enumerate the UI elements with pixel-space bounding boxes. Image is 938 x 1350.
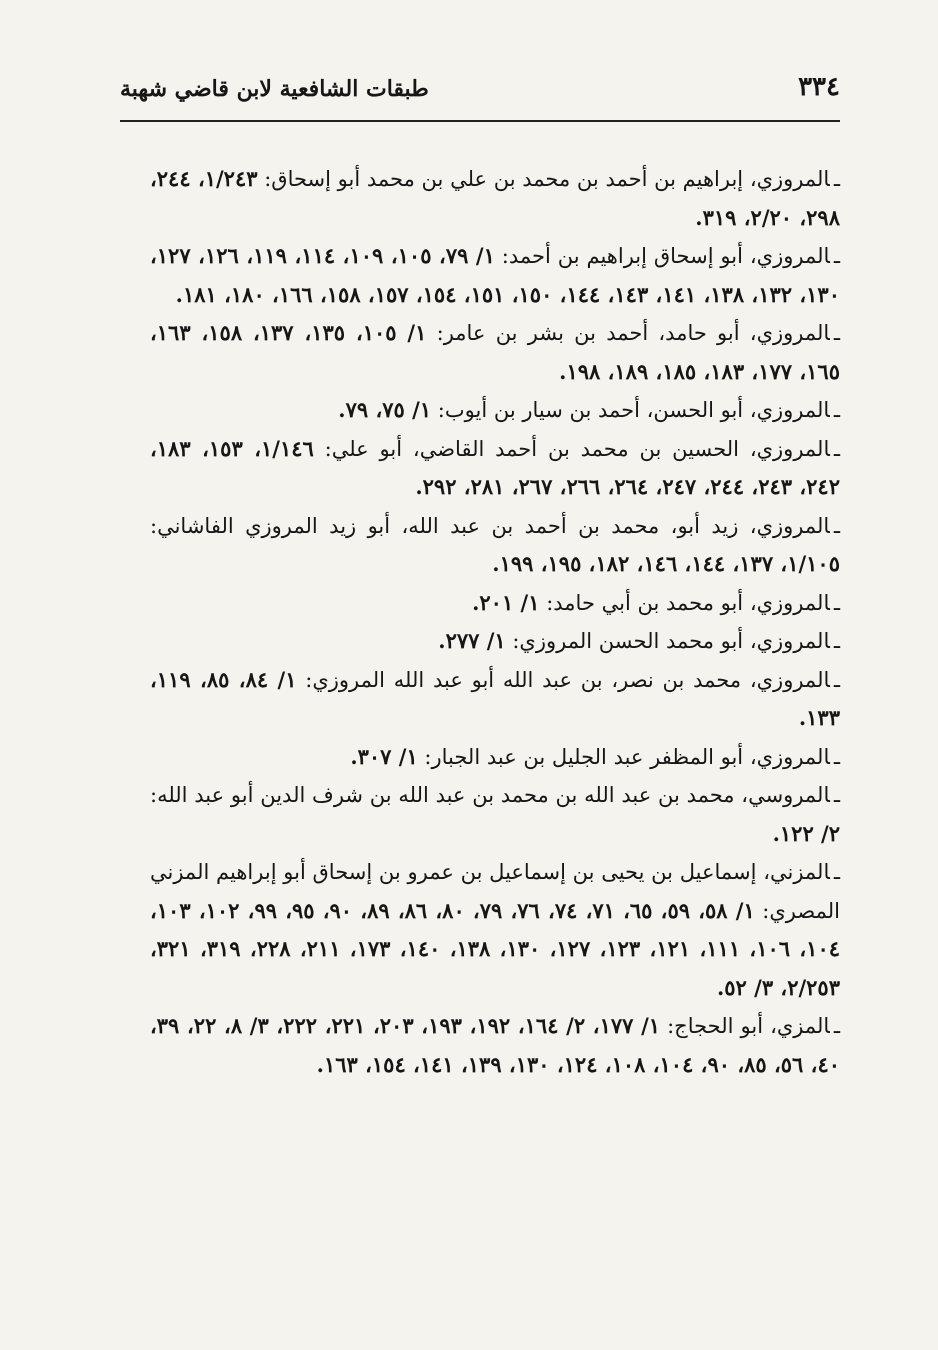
index-entry: ـالمروسي، محمد بن عبد الله بن محمد بن عبد الله بن شرف الدين أبو عبد الله: ٢/ ١٢٢. <box>150 783 840 846</box>
entry-name: المروزي، أبو حامد، أحمد بن بشر بن عامر: <box>436 321 830 345</box>
entry-name: المروزي، أبو الحسن، أحمد بن سيار بن أيوب: <box>437 398 830 422</box>
index-entry: ـالمزني، إسماعيل بن يحيى بن إسماعيل بن عمرو بن إسحاق أبو إبراهيم المزني المصري: ١/ ٥٨، ٥٩، ٦٥، ٧١، ٧٤، ٧٦، ٧٩، ٨٠، ٨٦، ٨٩، ٩٠، ٩٥، ٩٩، ١٠٢، ١٠٣، ١٠٤، ١٠٦، ١١١، ١٢١، ١٢٣، ١٢٧، ١٣٠، ١٣٨، ١٤٠، ١٧٣، ٢١١، ٢٢٨، ٣١٩، ٣٢١، ٢/٢٥٣، ٣/ ٥٢. <box>150 860 841 1000</box>
running-title: طبقات الشافعية لابن قاضي شهبة <box>120 76 429 102</box>
index-entry: ـالمروزي، أبو محمد الحسن المروزي: ١/ ٢٧٧. <box>438 628 840 653</box>
entry-refs: ١/ ٢٠١. <box>472 589 540 615</box>
entry-refs: ١/ ٥٨، ٥٩، ٦٥، ٧١، ٧٤، ٧٦، ٧٩، ٨٠، ٨٦، ٨٩، ٩٠، ٩٥، ٩٩، ١٠٢، ١٠٣، ١٠٤، ١٠٦، ١١١، ١٢١، ١٢٣، ١٢٧، ١٣٠، ١٣٨، ١٤٠، ١٧٣، ٢١١، ٢٢٨، ٣١٩، ٣٢١، ٢/٢٥٣، ٣/ ٥٢. <box>150 897 841 1000</box>
entry-refs: ٢/ ١٢٢. <box>772 820 840 846</box>
entry-name: المروزي، أبو المظفر عبد الجليل بن عبد الجبار: <box>424 744 830 769</box>
entry-name: المروزي، أبو إسحاق إبراهيم بن أحمد: <box>501 244 830 268</box>
entry-name: المروزي، الحسين بن محمد بن أحمد القاضي، أبو علي: <box>324 436 830 461</box>
entry-refs: ١/ ١٧٧، ٢/ ١٦٤، ١٩٢، ١٩٣، ٢٠٣، ٢٢١، ٢٢٢، ٣/ ٨، ٢٢، ٣٩، ٤٠، ٥٦، ٨٥، ٩٠، ١٠٤، ١٠٨، ١٢٤، ١٣٠، ١٣٩، ١٤١، ١٥٤، ١٦٣. <box>150 1013 840 1077</box>
entry-name: المروزي، محمد بن نصر، بن عبد الله أبو عبد الله المروزي: <box>305 667 830 692</box>
entry-refs: ١/١٤٦، ١٥٣، ١٨٣، ٢٤٢، ٢٤٣، ٢٤٤، ٢٤٧، ٢٦٤، ٢٦٦، ٢٦٧، ٢٨١، ٢٩٢. <box>150 435 840 499</box>
entry-name: المروزي، أبو محمد الحسن المروزي: <box>512 629 830 653</box>
entry-refs: ١/ ٧٥، ٧٩. <box>338 397 432 422</box>
entry-refs: ١/ ٧٩، ١٠٥، ١٠٩، ١١٤، ١١٩، ١٢٦، ١٢٧، ١٣٠، ١٣٢، ١٣٨، ١٤١، ١٤٣، ١٤٤، ١٥٠، ١٥١، ١٥٤، ١٥٧، ١٥٨، ١٦٦، ١٨٠، ١٨١. <box>150 243 840 307</box>
index-entry: ـالمروزي، أبو إسحاق إبراهيم بن أحمد: ١/ ٧٩، ١٠٥، ١٠٩، ١١٤، ١١٩، ١٢٦، ١٢٧، ١٣٠، ١٣٢، ١٣٨، ١٤١، ١٤٣، ١٤٤، ١٥٠، ١٥١، ١٥٤، ١٥٧، ١٥٨، ١٦٦، ١٨٠، ١٨١. <box>150 243 841 307</box>
index-entry: ـالمروزي، زيد أبو، محمد بن أحمد بن عبد الله، أبو زيد المروزي الفاشاني: ١/١٠٥، ١٣٧، ١٤٤، ١٤٦، ١٨٢، ١٩٥، ١٩٩. <box>150 513 840 576</box>
entry-refs: ١/ ٨٤، ٨٥، ١١٩، ١٣٣. <box>150 666 840 730</box>
index-entry: ـالمروزي، الحسين بن محمد بن أحمد القاضي، أبو علي: ١/١٤٦، ١٥٣، ١٨٣، ٢٤٢، ٢٤٣، ٢٤٤، ٢٤٧، ٢٦٤، ٢٦٦، ٢٦٧، ٢٨١، ٢٩٢. <box>150 435 840 499</box>
entry-refs: ١/٢٤٣، ٢٤٤، ٢٩٨، ٢/٢٠، ٣١٩. <box>150 166 840 230</box>
index-entry: ـالمزي، أبو الحجاج: ١/ ١٧٧، ٢/ ١٦٤، ١٩٢، ١٩٣، ٢٠٣، ٢٢١، ٢٢٢، ٣/ ٨، ٢٢، ٣٩، ٤٠، ٥٦، ٨٥، ٩٠، ١٠٤، ١٠٨، ١٢٤، ١٣٠، ١٣٩، ١٤١، ١٥٤، ١٦٣. <box>150 1013 840 1077</box>
entry-name: المزي، أبو الحجاج: <box>667 1014 830 1038</box>
index-entry: ـالمروزي، أبو المظفر عبد الجليل بن عبد الجبار: ١/ ٣٠٧. <box>350 743 840 769</box>
entry-name: المروزي، أبو محمد بن أبي حامد: <box>546 590 830 615</box>
index-entry: ـالمروزي، محمد بن نصر، بن عبد الله أبو عبد الله المروزي: ١/ ٨٤، ٨٥، ١١٩، ١٣٣. <box>150 666 841 730</box>
entry-refs: ١/ ٢٧٧. <box>438 628 506 653</box>
entry-name: المروزي، إبراهيم بن أحمد بن محمد بن علي بن محمد أبو إسحاق: <box>264 167 830 191</box>
index-entries <box>150 160 840 1084</box>
entry-refs: ١/ ١٠٥، ١٣٥، ١٣٧، ١٥٨، ١٦٣، ١٦٥، ١٧٧، ١٨٣، ١٨٥، ١٨٩، ١٩٨. <box>150 320 840 384</box>
index-entry: ـالمروزي، أبو الحسن، أحمد بن سيار بن أيوب: ١/ ٧٥، ٧٩. <box>338 397 840 422</box>
entry-name: المروزي، زيد أبو، محمد بن أحمد بن عبد الله، أبو زيد المروزي الفاشاني: <box>150 513 830 538</box>
entry-refs: ١/ ٣٠٧. <box>350 743 418 769</box>
index-entry: ـالمروزي، أبو حامد، أحمد بن بشر بن عامر: ١/ ١٠٥، ١٣٥، ١٣٧، ١٥٨، ١٦٣، ١٦٥، ١٧٧، ١٨٣، ١٨٥، ١٨٩، ١٩٨. <box>150 320 840 384</box>
entry-refs: ١/١٠٥، ١٣٧، ١٤٤، ١٤٦، ١٨٢، ١٩٥، ١٩٩. <box>492 551 840 576</box>
index-entry: ـالمروزي، أبو محمد بن أبي حامد: ١/ ٢٠١. <box>472 589 840 615</box>
entry-name: المروسي، محمد بن عبد الله بن محمد بن عبد الله بن شرف الدين أبو عبد الله: <box>150 783 830 807</box>
page-number: ٣٣٤ <box>798 72 840 102</box>
page-header <box>120 62 840 122</box>
index-entry: ـالمروزي، إبراهيم بن أحمد بن محمد بن علي بن محمد أبو إسحاق: ١/٢٤٣، ٢٤٤، ٢٩٨، ٢/٢٠، ٣١٩. <box>150 166 840 230</box>
entry-name: المزني، إسماعيل بن يحيى بن إسماعيل بن عمرو بن إسحاق أبو إبراهيم المزني المصري: <box>150 860 840 923</box>
